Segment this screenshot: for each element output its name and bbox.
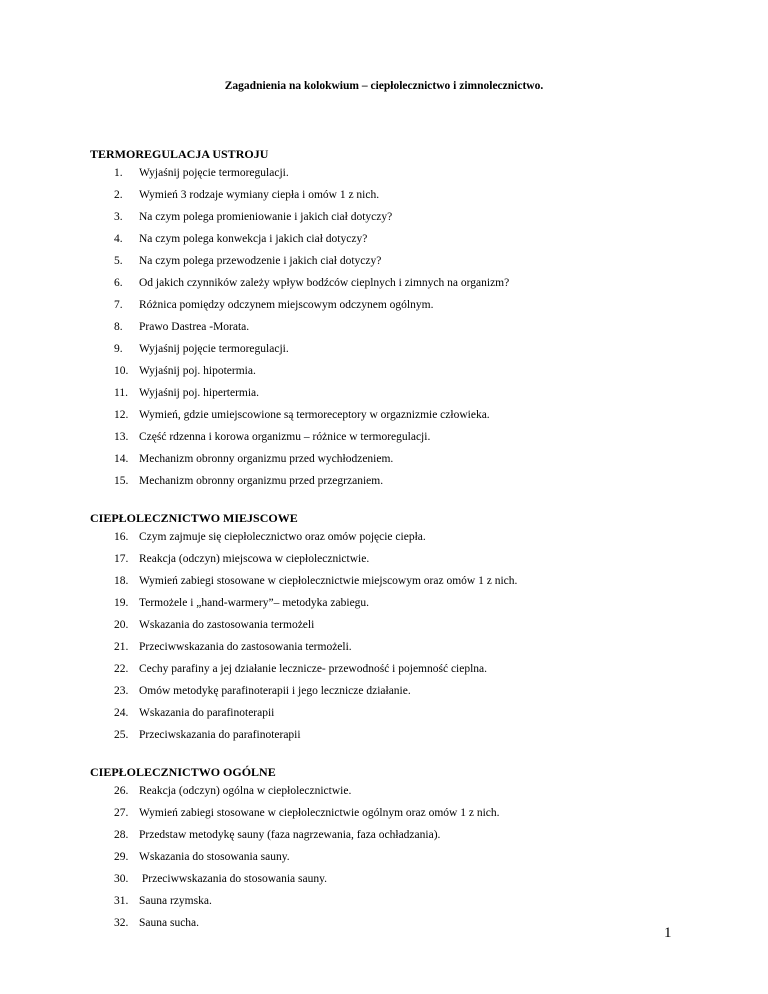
list-item xyxy=(114,893,212,909)
list-item xyxy=(114,639,352,655)
item-text: Przeciwwskazania do zastosowania termożeli. xyxy=(139,641,352,653)
item-number: 15. xyxy=(114,475,129,487)
list-item xyxy=(114,187,379,203)
list-item xyxy=(114,661,487,677)
item-number: 9. xyxy=(114,343,123,355)
item-number: 5. xyxy=(114,255,123,267)
item-text: Wyjaśnij pojęcie termoregulacji. xyxy=(139,167,289,179)
list-item xyxy=(114,573,517,589)
item-number: 13. xyxy=(114,431,129,443)
list-item xyxy=(114,319,249,335)
item-number: 11. xyxy=(114,387,128,399)
item-text: Wymień 3 rodzaje wymiany ciepła i omów 1 z nich. xyxy=(139,189,380,201)
item-text: Sauna rzymska. xyxy=(139,895,212,907)
item-text: Od jakich czynników zależy wpływ bodźców cieplnych i zimnych na organizm? xyxy=(139,277,510,289)
item-number: 7. xyxy=(114,299,123,311)
item-text: Wskazania do stosowania sauny. xyxy=(139,851,290,863)
item-number: 21. xyxy=(114,641,129,653)
list-item xyxy=(114,849,290,865)
item-number: 4. xyxy=(114,233,123,245)
list-item xyxy=(114,363,256,379)
item-number: 32. xyxy=(114,917,129,929)
item-number: 31. xyxy=(114,895,129,907)
document-title: Zagadnienia na kolokwium – ciepłolecznictwo i zimnolecznictwo. xyxy=(224,80,544,92)
page-number: 1 xyxy=(664,925,672,941)
section-heading-cieplolecznictwo-miejscowe: CIEPŁOLECZNICTWO MIEJSCOWE xyxy=(90,511,298,525)
item-number: 8. xyxy=(114,321,123,333)
item-number: 22. xyxy=(114,663,129,675)
list-item xyxy=(114,915,199,931)
list-item xyxy=(114,451,393,467)
item-text: Omów metodykę parafinoterapii i jego lecznicze działanie. xyxy=(139,685,411,697)
list-item xyxy=(114,231,367,247)
item-number: 27. xyxy=(114,807,129,819)
list-item xyxy=(114,209,392,225)
item-number: 14. xyxy=(114,453,129,465)
item-text: Na czym polega promieniowanie i jakich ciał dotyczy? xyxy=(139,211,393,223)
list-item xyxy=(114,595,369,611)
item-text: Wskazania do zastosowania termożeli xyxy=(139,619,315,631)
item-number: 18. xyxy=(114,575,129,587)
item-number: 29. xyxy=(114,851,129,863)
list-item xyxy=(114,551,369,567)
item-text: Wymień, gdzie umiejscowione są termoreceptory w orgaznizmie człowieka. xyxy=(139,409,490,421)
item-text: Reakcja (odczyn) miejscowa w ciepłolecznictwie. xyxy=(139,553,370,565)
list-item xyxy=(114,253,381,269)
item-text: Wymień zabiegi stosowane w ciepłolecznictwie miejscowym oraz omów 1 z nich. xyxy=(139,575,518,587)
section-heading-cieplolecznictwo-ogolne: CIEPŁOLECZNICTWO OGÓLNE xyxy=(90,765,276,779)
item-text: Przeciwskazania do parafinoterapii xyxy=(139,729,301,741)
item-number: 10. xyxy=(114,365,129,377)
item-number: 30. xyxy=(114,873,129,885)
item-text: Na czym polega konwekcja i jakich ciał dotyczy? xyxy=(139,233,368,245)
item-text: Mechanizm obronny organizmu przed wychłodzeniem. xyxy=(139,453,394,465)
list-item xyxy=(114,871,327,887)
list-item xyxy=(114,727,301,743)
list-item xyxy=(114,385,259,401)
section-heading-termoregulacja: TERMOREGULACJA USTROJU xyxy=(90,147,269,161)
item-text: Przedstaw metodykę sauny (faza nagrzewania, faza ochładzania). xyxy=(139,829,441,841)
item-number: 17. xyxy=(114,553,129,565)
item-number: 26. xyxy=(114,785,129,797)
item-number: 12. xyxy=(114,409,129,421)
item-number: 20. xyxy=(114,619,129,631)
list-item xyxy=(114,429,430,445)
list-item xyxy=(114,165,289,181)
item-text: Różnica pomiędzy odczynem miejscowym odczynem ogólnym. xyxy=(139,299,434,311)
item-text: Na czym polega przewodzenie i jakich ciał dotyczy? xyxy=(139,255,382,267)
item-text: Prawo Dastrea -Morata. xyxy=(139,321,250,333)
item-number: 25. xyxy=(114,729,129,741)
item-text: Przeciwwskazania do stosowania sauny. xyxy=(139,873,327,885)
list-item xyxy=(114,827,440,843)
item-text: Wyjaśnij poj. hipertermia. xyxy=(139,387,260,399)
item-number: 3. xyxy=(114,211,123,223)
item-number: 23. xyxy=(114,685,129,697)
item-number: 16. xyxy=(114,531,129,543)
item-number: 1. xyxy=(114,167,123,179)
list-item xyxy=(114,473,383,489)
list-item xyxy=(114,783,351,799)
item-number: 28. xyxy=(114,829,129,841)
item-text: Reakcja (odczyn) ogólna w ciepłolecznictwie. xyxy=(139,785,352,797)
item-text: Czym zajmuje się ciepłolecznictwo oraz omów pojęcie ciepła. xyxy=(139,531,426,543)
item-text: Termożele i „hand-warmery”– metodyka zabiegu. xyxy=(139,597,370,609)
list-item xyxy=(114,805,500,821)
list-item xyxy=(114,341,289,357)
item-text: Sauna sucha. xyxy=(139,917,200,929)
list-item xyxy=(114,683,411,699)
item-number: 24. xyxy=(114,707,129,719)
item-text: Mechanizm obronny organizmu przed przegrzaniem. xyxy=(139,475,384,487)
list-item xyxy=(114,617,314,633)
item-text: Wskazania do parafinoterapii xyxy=(139,707,275,719)
list-item xyxy=(114,275,509,291)
list-item xyxy=(114,297,433,313)
item-text: Wyjaśnij pojęcie termoregulacji. xyxy=(139,343,289,355)
list-item xyxy=(114,407,490,423)
item-number: 19. xyxy=(114,597,129,609)
item-number: 2. xyxy=(114,189,123,201)
item-text: Wyjaśnij poj. hipotermia. xyxy=(139,365,256,377)
list-item xyxy=(114,705,274,721)
item-text: Część rdzenna i korowa organizmu – różnice w termoregulacji. xyxy=(139,431,431,443)
item-text: Wymień zabiegi stosowane w ciepłolecznictwie ogólnym oraz omów 1 z nich. xyxy=(139,807,500,819)
item-number: 6. xyxy=(114,277,123,289)
item-text: Cechy parafiny a jej działanie lecznicze- przewodność i pojemność cieplna. xyxy=(139,663,488,675)
list-item xyxy=(114,529,426,545)
